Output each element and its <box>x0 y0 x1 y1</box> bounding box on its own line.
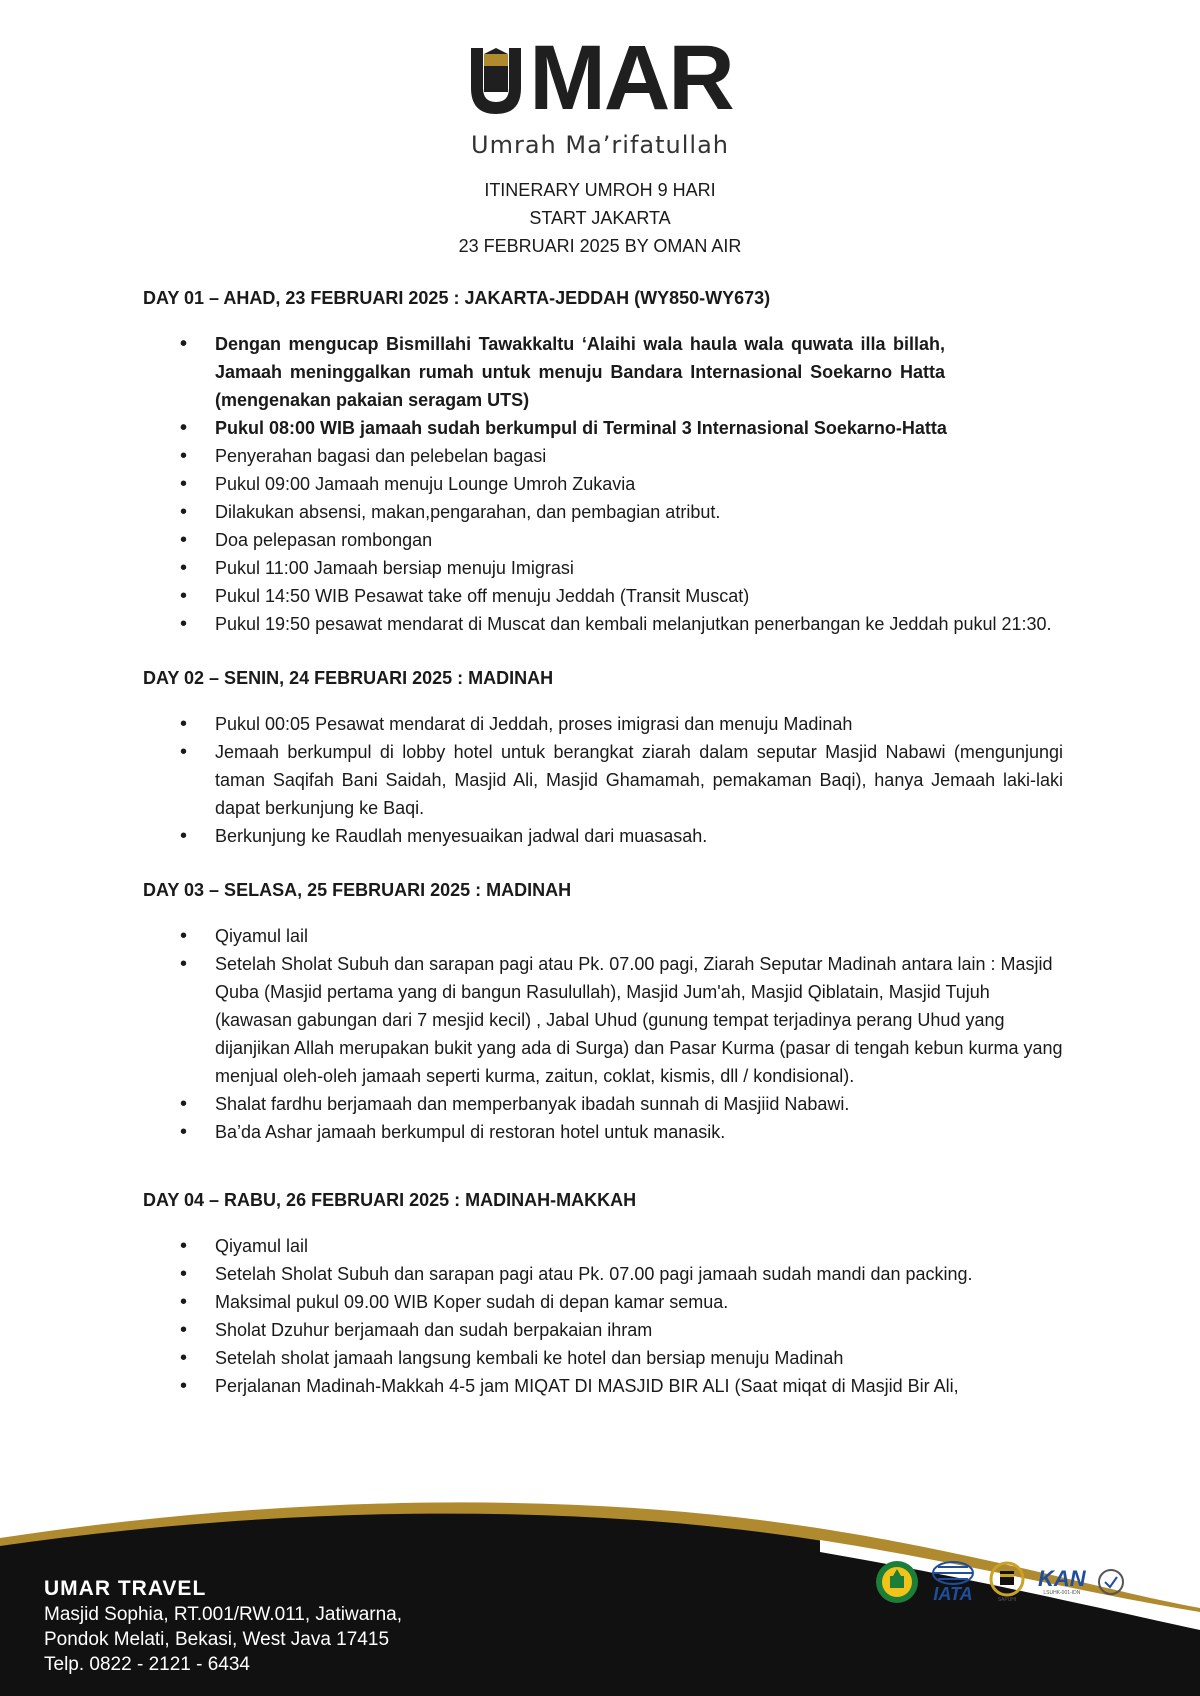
kan-logo <box>1038 1568 1086 1596</box>
company-phone: Telp. 0822 - 2121 - 6434 <box>44 1654 250 1675</box>
company-info <box>44 1576 402 1677</box>
day-01-list <box>143 330 1063 638</box>
kaaba-u-icon <box>467 44 525 116</box>
list-item: • Perjalanan Madinah-Makkah 4-5 jam MIQAT DI MASJID BIR ALI (Saat miqat di Masjid Bir Ali, <box>215 1372 1063 1400</box>
company-address-2: Pondok Melati, Bekasi, West Java 17415 <box>44 1629 390 1650</box>
list-item: • Pukul 00:05 Pesawat mendarat di Jeddah, proses imigrasi dan menuju Madinah <box>215 710 1063 738</box>
logo-text: MAR <box>529 27 733 129</box>
day-04-heading: DAY 04 – RABU, 26 FEBRUARI 2025 : MADINAH-MAKKAH <box>143 1190 637 1210</box>
brand-logo <box>0 27 1200 159</box>
title-line-1: ITINERARY UMROH 9 HARI <box>484 180 716 200</box>
title-line-2: START JAKARTA <box>529 208 671 228</box>
logo-wordmark <box>467 27 733 129</box>
list-item: • Qiyamul lail <box>215 1232 1063 1260</box>
kan-text: KAN <box>1038 1566 1086 1591</box>
list-item: • Sholat Dzuhur berjamaah dan sudah berpakaian ihram <box>215 1316 1063 1344</box>
list-item: • Pukul 11:00 Jamaah bersiap menuju Imigrasi <box>215 554 1063 582</box>
itinerary-content <box>143 284 1063 1426</box>
globe-icon <box>930 1561 976 1585</box>
list-item: • Pukul 08:00 WIB jamaah sudah berkumpul di Terminal 3 Internasional Soekarno-Hatta <box>215 414 1063 442</box>
list-item: • Ba’da Ashar jamaah berkumpul di restoran hotel untuk manasik. <box>215 1118 1063 1146</box>
sapuhi-logo <box>986 1561 1028 1603</box>
company-name: UMAR TRAVEL <box>44 1577 207 1600</box>
list-item: • Dilakukan absensi, makan,pengarahan, dan pembagian atribut. <box>215 498 1063 526</box>
day-03-heading: DAY 03 – SELASA, 25 FEBRUARI 2025 : MADINAH <box>143 880 572 900</box>
iata-logo <box>930 1561 976 1603</box>
list-item: • Pukul 14:50 WIB Pesawat take off menuju Jeddah (Transit Muscat) <box>215 582 1063 610</box>
list-item: • Jemaah berkumpul di lobby hotel untuk berangkat ziarah dalam seputar Masjid Nabawi (mengunjungi taman Saqifah Bani Saidah, Masjid Ali, Masjid Ghamamah, pemakaman Baqi), hanya Jemaah laki-laki dapat berkunjung ke Baqi. <box>215 738 1063 822</box>
day-02-list <box>143 710 1063 850</box>
kemenag-logo-icon <box>874 1559 920 1605</box>
certification-seal-icon <box>1096 1567 1126 1597</box>
list-item: • Pukul 19:50 pesawat mendarat di Muscat dan kembali melanjutkan penerbangan ke Jeddah pukul 21:30. <box>215 610 1063 638</box>
list-item: • Setelah Sholat Subuh dan sarapan pagi atau Pk. 07.00 pagi, Ziarah Seputar Madinah antara lain : Masjid Quba (Masjid pertama yang di bangun Rasulullah), Masjid Jum'ah, Masjid Qiblatain, Masjid Tujuh (kawasan gabungan dari 7 mesjid kecil) , Jabal Uhud (gunung tempat terjadinya perang Uhud yang dijanjikan Allah merupakan bukit yang ada di Surga) dan Pasar Kurma (pasar di tengah kebun kurma yang menjual oleh-oleh jamaah seperti kurma, zaitun, coklat, kismis, dll / kondisional). <box>215 950 1063 1090</box>
day-03-list <box>143 922 1063 1146</box>
company-address-1: Masjid Sophia, RT.001/RW.011, Jatiwarna, <box>44 1604 403 1625</box>
list-item: • Setelah sholat jamaah langsung kembali ke hotel dan bersiap menuju Madinah <box>215 1344 1063 1372</box>
list-item: • Doa pelepasan rombongan <box>215 526 1063 554</box>
title-line-3: 23 FEBRUARI 2025 BY OMAN AIR <box>458 236 742 256</box>
day-04-list <box>143 1232 1063 1400</box>
logo-tagline: Umrah Ma’rifatullah <box>471 131 729 159</box>
day-02-heading: DAY 02 – SENIN, 24 FEBRUARI 2025 : MADINAH <box>143 668 554 688</box>
sapuhi-emblem-icon <box>986 1561 1028 1597</box>
day-01-heading: DAY 01 – AHAD, 23 FEBRUARI 2025 : JAKARTA-JEDDAH (WY850-WY673) <box>143 288 771 308</box>
list-item: • Setelah Sholat Subuh dan sarapan pagi atau Pk. 07.00 pagi jamaah sudah mandi dan packing. <box>215 1260 1063 1288</box>
iata-text: IATA <box>933 1584 973 1604</box>
page-footer <box>0 1480 1200 1696</box>
certification-logos <box>874 1554 1126 1610</box>
list-item: • Dengan mengucap Bismillahi Tawakkaltu ‘Alaihi wala haula wala quwata illa billah, Jamaah meninggalkan rumah untuk menuju Bandara Internasional Soekarno Hatta (mengenakan pakaian seragam UTS) <box>215 330 945 414</box>
list-item: • Berkunjung ke Raudlah menyesuaikan jadwal dari muasasah. <box>215 822 1063 850</box>
list-item: • Penyerahan bagasi dan pelebelan bagasi <box>215 442 1063 470</box>
list-item: • Maksimal pukul 09.00 WIB Koper sudah di depan kamar semua. <box>215 1288 1063 1316</box>
list-item: • Shalat fardhu berjamaah dan memperbanyak ibadah sunnah di Masjiid Nabawi. <box>215 1090 1063 1118</box>
list-item: • Pukul 09:00 Jamaah menuju Lounge Umroh Zukavia <box>215 470 1063 498</box>
list-item: • Qiyamul lail <box>215 922 1063 950</box>
itinerary-title <box>0 176 1200 260</box>
sapuhi-text: SAPUHI <box>997 1597 1017 1603</box>
kan-subtext: LSUHK-001-IDN <box>1043 1590 1081 1596</box>
